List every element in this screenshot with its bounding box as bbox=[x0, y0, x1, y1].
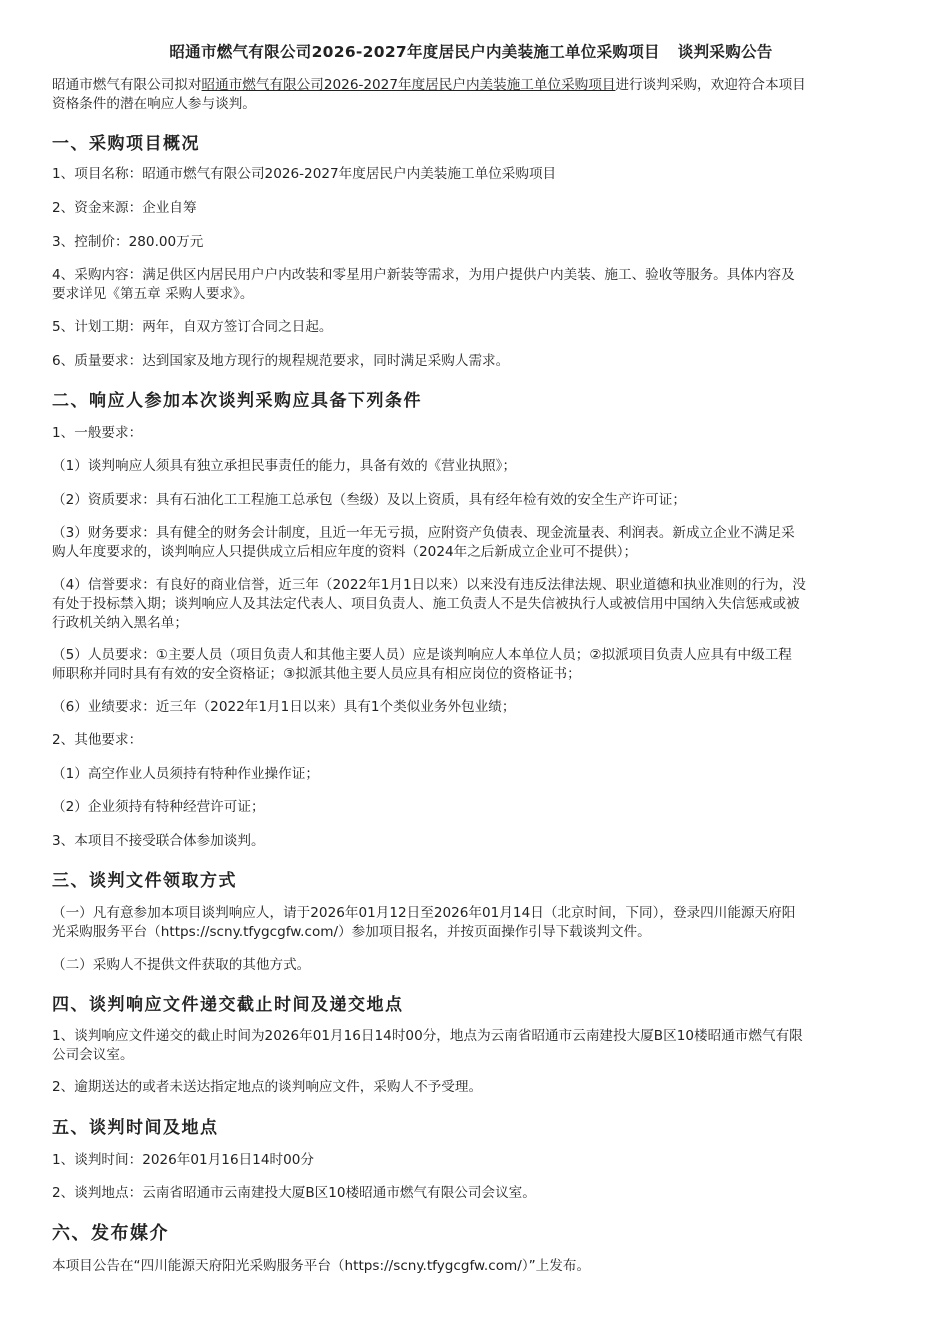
s4-item bbox=[52, 1027, 900, 1065]
s2-item bbox=[52, 646, 900, 684]
s1-item: 6、质量要求：达到国家及地方现行的规程规范要求，同时满足采购人需求。 bbox=[52, 353, 510, 369]
intro-paragraph bbox=[52, 76, 900, 114]
s2-item: （1）高空作业人员须持有特种作业操作证； bbox=[52, 766, 319, 782]
intro-prefix: 昭通市燃气有限公司拟对 bbox=[52, 77, 202, 93]
s2-item-line: （4）信誉要求：有良好的商业信誉，近三年（2022年1月1日以来）以来没有违反法律法规、职业道德和执业准则的行为，没 bbox=[52, 577, 806, 593]
section-2-heading: 二、响应人参加本次谈判采购应具备下列条件 bbox=[52, 391, 422, 411]
section-6-heading: 六、发布媒介 bbox=[52, 1223, 169, 1244]
title-project: 昭通市燃气有限公司2026-2027年度居民户内美装施工单位采购项目 bbox=[169, 43, 660, 61]
s1-item-line: 要求详见《第五章 采购人要求》。 bbox=[52, 286, 254, 302]
intro-suffix: 进行谈判采购，欢迎符合本项目 bbox=[615, 77, 806, 93]
intro-line-1 bbox=[52, 76, 900, 95]
document-title bbox=[0, 40, 942, 62]
s2-item: （6）业绩要求：近三年（2022年1月1日以来）具有1个类似业务外包业绩； bbox=[52, 699, 516, 715]
s1-item: 3、控制价：280.00万元 bbox=[52, 234, 204, 250]
s1-item: 1、项目名称：昭通市燃气有限公司2026-2027年度居民户内美装施工单位采购项目 bbox=[52, 166, 557, 182]
s2-item: （2）企业须持有特种经营许可证； bbox=[52, 799, 265, 815]
s2-item bbox=[52, 576, 900, 633]
s3-item bbox=[52, 904, 900, 942]
s4-item-line: 公司会议室。 bbox=[52, 1047, 134, 1063]
s2-item: 1、一般要求： bbox=[52, 425, 143, 441]
s2-item bbox=[52, 524, 900, 562]
s1-item-line: 4、采购内容：满足供区内居民用户户内改装和零星用户新装等需求，为用户提供户内美装、施工、验收等服务。具体内容及 bbox=[52, 267, 795, 283]
s6-item: 本项目公告在“四川能源天府阳光采购服务平台（https://scny.tfygcgfw.com/）”上发布。 bbox=[52, 1258, 591, 1274]
s3-item-line: （一）凡有意参加本项目谈判响应人，请于2026年01月12日至2026年01月14日（北京时间，下同），登录四川能源天府阳 bbox=[52, 905, 796, 921]
s4-item-line: 1、谈判响应文件递交的截止时间为2026年01月16日14时00分，地点为云南省昭通市云南建投大厦B区10楼昭通市燃气有限 bbox=[52, 1028, 803, 1044]
s2-item-line: （5）人员要求：①主要人员（项目负责人和其他主要人员）应是谈判响应人本单位人员；②拟派项目负责人应具有中级工程 bbox=[52, 647, 792, 663]
s5-item: 1、谈判时间：2026年01月16日14时00分 bbox=[52, 1152, 314, 1168]
s2-item: （2）资质要求：具有石油化工工程施工总承包（叁级）及以上资质，具有经年检有效的安全生产许可证； bbox=[52, 492, 686, 508]
s3-item: （二）采购人不提供文件获取的其他方式。 bbox=[52, 957, 311, 973]
section-5-heading: 五、谈判时间及地点 bbox=[52, 1118, 219, 1138]
section-3-heading: 三、谈判文件领取方式 bbox=[52, 871, 237, 891]
s2-item: 2、其他要求： bbox=[52, 732, 143, 748]
intro-project-link[interactable]: 昭通市燃气有限公司2026-2027年度居民户内美装施工单位采购项目 bbox=[201, 77, 616, 93]
s1-item: 2、资金来源：企业自筹 bbox=[52, 200, 197, 216]
section-4-heading: 四、谈判响应文件递交截止时间及递交地点 bbox=[52, 995, 404, 1015]
s2-item-line: （3）财务要求：具有健全的财务会计制度，且近一年无亏损，应附资产负债表、现金流量表、利润表。新成立企业不满足采 bbox=[52, 525, 795, 541]
s2-item: （1）谈判响应人须具有独立承担民事责任的能力，具备有效的《营业执照》； bbox=[52, 458, 517, 474]
section-1-heading: 一、采购项目概况 bbox=[52, 134, 200, 154]
s2-item-line: 师职称并同时具有有效的安全资格证；③拟派其他主要人员应具有相应岗位的资格证书； bbox=[52, 666, 581, 682]
s2-item-line: 有处于投标禁入期；谈判响应人及其法定代表人、项目负责人、施工负责人不是失信被执行人或被信用中国纳入失信惩戒或被 bbox=[52, 596, 800, 612]
s2-item-line: 行政机关纳入黑名单； bbox=[52, 615, 188, 631]
s2-item-line: 购人年度要求的，谈判响应人只提供成立后相应年度的资料（2024年之后新成立企业可不提供）； bbox=[52, 544, 638, 560]
s2-item: 3、本项目不接受联合体参加谈判。 bbox=[52, 833, 265, 849]
s1-item bbox=[52, 266, 900, 304]
intro-line-2: 资格条件的潜在响应人参与谈判。 bbox=[52, 96, 256, 112]
s5-item: 2、谈判地点：云南省昭通市云南建投大厦B区10楼昭通市燃气有限公司会议室。 bbox=[52, 1185, 536, 1201]
s3-item-line: 光采购服务平台（https://scny.tfygcgfw.com/）参加项目报名，并按页面操作引导下载谈判文件。 bbox=[52, 924, 651, 940]
title-type: 谈判采购公告 bbox=[677, 43, 773, 61]
s1-item: 5、计划工期：两年，自双方签订合同之日起。 bbox=[52, 319, 333, 335]
s4-item: 2、逾期送达的或者未送达指定地点的谈判响应文件，采购人不予受理。 bbox=[52, 1079, 483, 1095]
